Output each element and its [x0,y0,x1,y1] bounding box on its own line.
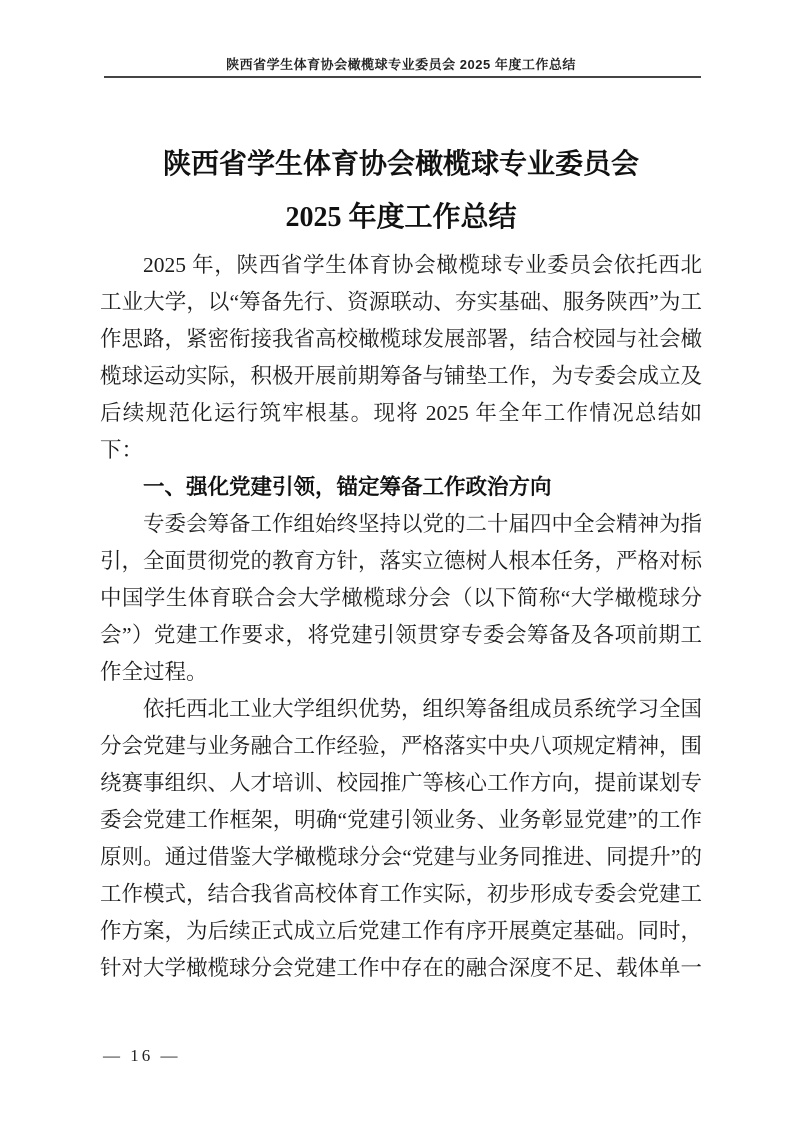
document-title-line2: 2025 年度工作总结 [285,202,517,233]
page-number: — 16 — [103,1046,181,1065]
header-rule [104,76,701,78]
document-title-line1: 陕西省学生体育协会橄榄球专业委员会 [162,149,639,180]
document-title [100,138,702,244]
paragraph-intro: 2025 年，陕西省学生体育协会橄榄球专业委员会依托西北工业大学，以“筹备先行、资源联动、夯实基础、服务陕西”为工作思路，紧密衔接我省高校橄榄球发展部署，结合校园与社会橄榄球运动实际，积极开展前期筹备与铺垫工作，为专委会成立及后续规范化运行筑牢根基。现将 2025 年全年工作情况总结如下： [100,253,703,462]
section-heading-1: 一、强化党建引领，锚定筹备工作政治方向 [143,475,552,499]
paragraph-party-building-2: 依托西北工业大学组织优势，组织筹备组成员系统学习全国分会党建与业务融合工作经验，严格落实中央八项规定精神，围绕赛事组织、人才培训、校园推广等核心工作方向，提前谋划专委会党建工作框架，明确“党建引领业务、业务彰显党建”的工作原则。通过借鉴大学橄榄球分会“党建与业务同推进、同提升”的工作模式，结合我省高校体育工作实际，初步形成专委会党建工作方案，为后续正式成立后党建工作有序开展奠定基础。同时，针对大学橄榄球分会党建工作中存在的融合深度不足、载体单一 [100,697,703,980]
running-header: 陕西省学生体育协会橄榄球专业委员会 2025 年度工作总结 [226,57,576,72]
document-body [100,247,702,987]
paragraph-party-building-1: 专委会筹备工作组始终坚持以党的二十届四中全会精神为指引，全面贯彻党的教育方针，落实立德树人根本任务，严格对标中国学生体育联合会大学橄榄球分会（以下简称“大学橄榄球分会”）党建工作要求，将党建引领贯穿专委会筹备及各项前期工作全过程。 [100,512,703,684]
